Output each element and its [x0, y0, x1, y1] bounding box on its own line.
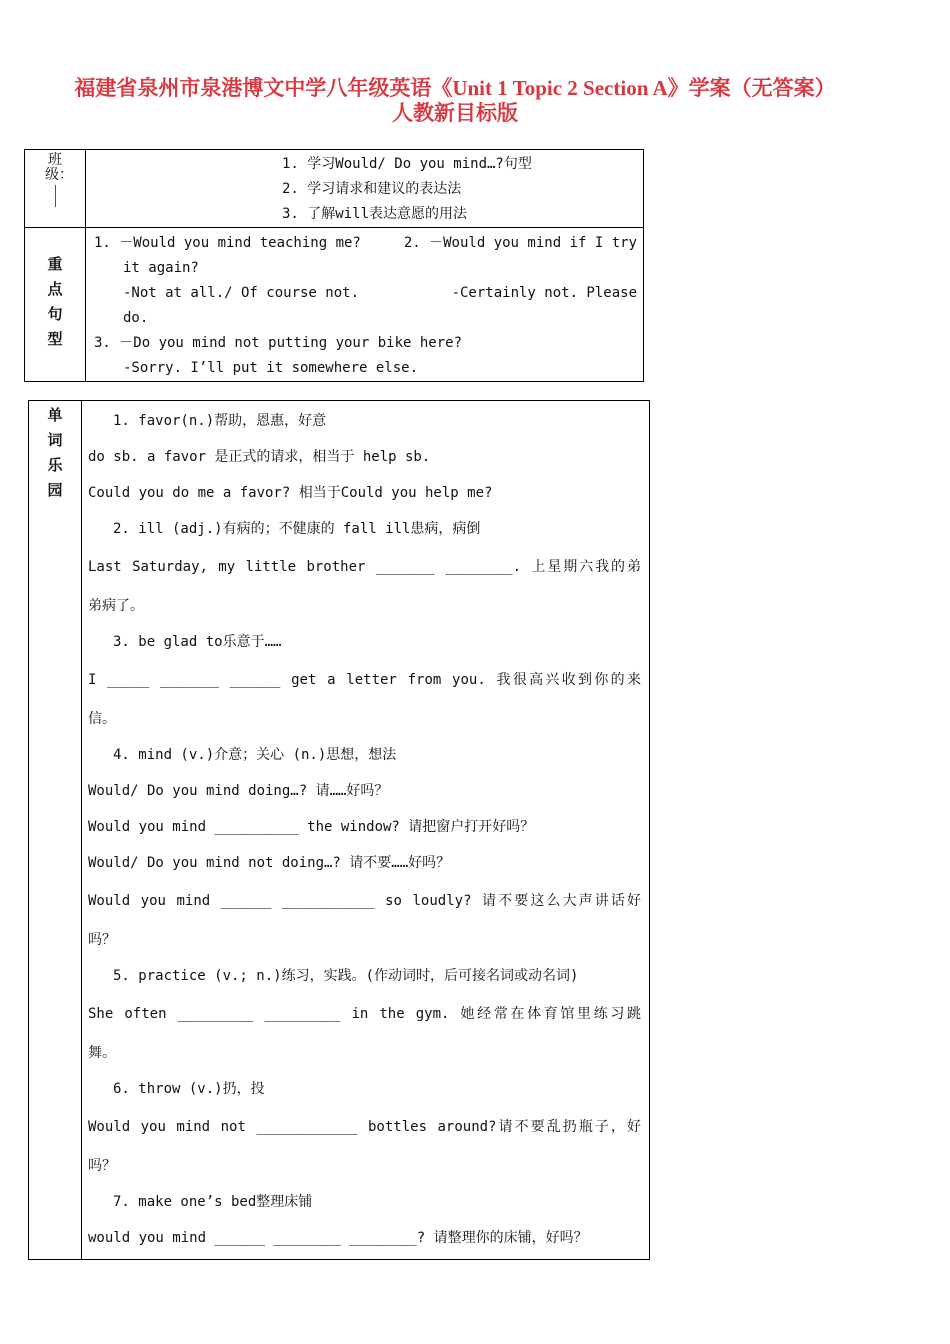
word-1-line: Could you do me a favor? 相当于Could you help me? [88, 485, 493, 501]
word-6-exercise-end: 吗？ [88, 1158, 116, 1174]
sentence-pair-1-2 [94, 231, 637, 256]
sentence-2-answer-continued: do. [123, 310, 149, 326]
sentence-1-answer: -Not at all./ Of course not. [123, 285, 360, 301]
goal-item: 2. 学习请求和建议的表达法 [282, 181, 462, 197]
vocabulary-table [28, 400, 650, 1260]
word-4-line: Would/ Do you mind not doing…? 请不要……好吗？ [88, 855, 451, 871]
word-3-exercise: I _____ _______ ______ get a letter from you. 我很高兴收到你的来 [88, 672, 641, 688]
class-label: 班级： [45, 152, 73, 183]
word-4-exercise: Would you mind __________ the window? 请把窗户打开好吗？ [88, 819, 535, 835]
vocabulary-label-cell [29, 401, 82, 1260]
learning-goals-row [25, 150, 644, 228]
sentence-3-answer: -Sorry. I’ll put it somewhere else. [123, 360, 419, 376]
word-2-exercise-end: 弟病了。 [88, 598, 144, 614]
key-sentences-label: 重点句型 [47, 255, 63, 348]
sentence-3-question: 3. －Do you mind not putting your bike here? [94, 335, 463, 351]
word-7-exercise: would you mind ______ ________ ________? 请整理你的床铺，好吗？ [88, 1230, 588, 1246]
word-5-exercise-end: 舞。 [88, 1045, 116, 1061]
sentence-2-question: 2. －Would you mind if I try [403, 235, 637, 251]
goal-item: 1. 学习Would/ Do you mind…?句型 [282, 156, 532, 172]
sentence-2-answer: -Certainly not. Please [451, 285, 637, 301]
word-1-heading: 1. favor(n.)帮助，恩惠，好意 [113, 413, 327, 429]
document-title-line-1: 福建省泉州市泉港博文中学八年级英语《Unit 1 Topic 2 Section A》学案（无答案） [74, 76, 836, 100]
sentence-2-continued: it again? [123, 260, 199, 276]
class-label-cell [25, 150, 86, 228]
word-2-heading: 2. ill (adj.)有病的；不健康的 fall ill患病，病倒 [113, 521, 481, 537]
word-6-exercise: Would you mind not ____________ bottles around?请不要乱扔瓶子，好 [88, 1119, 641, 1135]
key-sentences [86, 228, 644, 382]
key-sentences-row [25, 228, 644, 382]
sentence-1-question: 1. －Would you mind teaching me? [94, 235, 361, 251]
word-1-line: do sb. a favor 是正式的请求，相当于 help sb. [88, 449, 431, 465]
word-5-heading: 5. practice (v.; n.)练习，实践。(作动词时，后可接名词或动名词) [113, 968, 579, 984]
goal-item: 3. 了解will表达意愿的用法 [282, 206, 468, 222]
word-7-heading: 7. make one’s bed整理床铺 [113, 1194, 313, 1210]
word-4-exercise-end: 吗？ [88, 932, 116, 948]
word-5-exercise: She often _________ _________ in the gym. 她经常在体育馆里练习跳 [88, 1006, 641, 1022]
word-4-line: Would/ Do you mind doing…? 请……好吗？ [88, 783, 389, 799]
word-2-exercise: Last Saturday, my little brother _______ ________. 上星期六我的弟 [88, 559, 641, 575]
vocabulary-label: 单词乐园 [47, 406, 63, 499]
class-label-line [55, 185, 56, 207]
vocabulary-content [82, 401, 650, 1260]
learning-goals [86, 150, 644, 228]
word-6-heading: 6. throw (v.)扔，投 [113, 1081, 265, 1097]
word-3-exercise-end: 信。 [88, 711, 116, 727]
key-sentences-label-cell [25, 228, 86, 382]
word-4-exercise: Would you mind ______ ___________ so loudly? 请不要这么大声讲话好 [88, 893, 641, 909]
word-3-heading: 3. be glad to乐意于…… [113, 634, 282, 650]
vocabulary-row [29, 401, 650, 1260]
word-4-heading: 4. mind (v.)介意；关心 (n.)思想，想法 [113, 747, 397, 763]
document-title-line-2: 人教新目标版 [392, 101, 518, 125]
objectives-table [24, 149, 644, 382]
sentence-answers-1-2 [94, 281, 637, 306]
